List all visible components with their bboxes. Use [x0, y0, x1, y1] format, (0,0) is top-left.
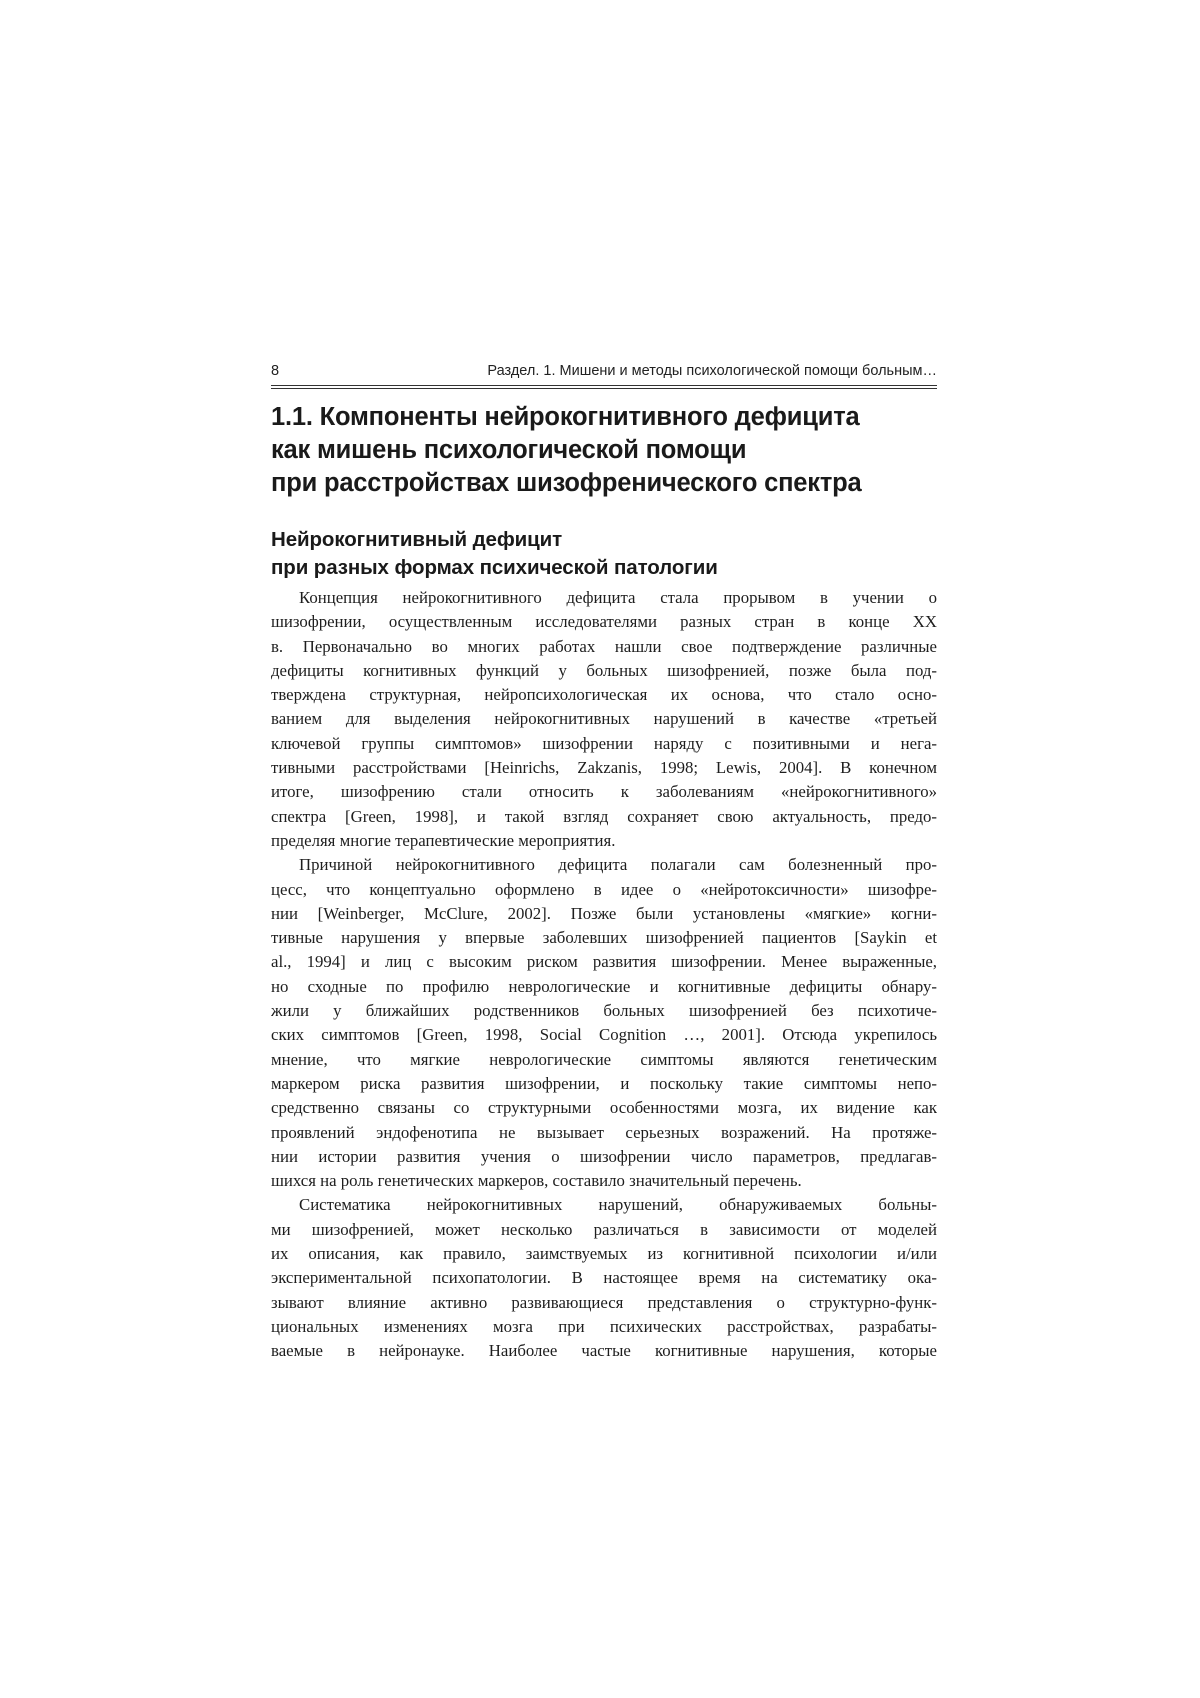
- text-line: зывают влияние активно развивающиеся представления о структурно-функ-: [271, 1292, 937, 1312]
- paragraph-1: [271, 586, 937, 853]
- text-line: ванием для выделения нейрокогнитивных нарушений в качестве «третьей: [271, 709, 937, 729]
- text-line: экспериментальной психопатологии. В настоящее время на систематику ока-: [271, 1268, 937, 1288]
- text-line: дефициты когнитивных функций у больных шизофренией, позже была под-: [271, 660, 937, 680]
- text-line: тивными расстройствами [Heinrichs, Zakzanis, 1998; Lewis, 2004]. В конечном: [271, 758, 937, 778]
- text-line: ских симптомов [Green, 1998, Social Cognition …, 2001]. Отсюда укрепилось: [271, 1025, 937, 1045]
- subsection-title-line: Нейрокогнитивный дефицит: [271, 528, 563, 551]
- text-line: мнение, что мягкие неврологические симптомы являются генетическим: [271, 1049, 937, 1069]
- text-line: тивные нарушения у впервые заболевших шизофренией пациентов [Saykin et: [271, 928, 937, 948]
- text-line: в. Первоначально во многих работах нашли свое подтверждение различные: [271, 636, 937, 656]
- section-title-line: при расстройствах шизофренического спектра: [271, 469, 862, 497]
- text-line: Концепция нейрокогнитивного дефицита стала прорывом в учении о: [299, 588, 937, 607]
- text-line: Систематика нейрокогнитивных нарушений, обнаруживаемых больны-: [299, 1195, 937, 1215]
- text-line: цесс, что концептуально оформлено в идее о «нейротоксичности» шизофре-: [271, 879, 937, 899]
- text-line: ваемые в нейронауке. Наиболее частые когнитивные нарушения, которые: [271, 1341, 937, 1361]
- text-line: Причиной нейрокогнитивного дефицита полагали сам болезненный про-: [299, 855, 937, 875]
- text-line: шизофрении, осуществленным исследователями разных стран в конце XX: [271, 612, 937, 632]
- text-line: нии истории развития учения о шизофрении число параметров, предлагав-: [271, 1146, 937, 1166]
- text-line: пределяя многие терапевтические мероприятия.: [271, 830, 616, 850]
- text-line: ключевой группы симптомов» шизофрении наряду с позитивными и нега-: [271, 733, 937, 753]
- text-line: al., 1994] и лиц с высоким риском развития шизофрении. Менее выраженные,: [271, 952, 937, 972]
- text-line: проявлений эндофенотипа не вызывает серьезных возражений. На протяже-: [271, 1122, 937, 1142]
- book-page: [271, 362, 937, 1364]
- text-line: их описания, как правило, заимствуемых из когнитивной психологии и/или: [271, 1244, 937, 1264]
- section-title: [271, 401, 937, 500]
- running-header: [271, 362, 937, 382]
- text-line: циональных изменениях мозга при психических расстройствах, разрабаты-: [271, 1316, 937, 1336]
- section-title-line: как мишень психологической помощи: [271, 436, 747, 464]
- text-line: ми шизофренией, может несколько различаться в зависимости от моделей: [271, 1219, 937, 1239]
- text-line: но сходные по профилю неврологические и когнитивные дефициты обнару-: [271, 976, 937, 996]
- body-text: [271, 586, 937, 1364]
- text-line: шихся на роль генетических маркеров, составило значительный перечень.: [271, 1171, 802, 1191]
- text-line: маркером риска развития шизофрении, и поскольку такие симптомы непо-: [271, 1073, 937, 1093]
- subsection-title: [271, 526, 937, 582]
- text-line: жили у ближайших родственников больных шизофренией без психотиче-: [271, 1001, 937, 1021]
- page-number: 8: [271, 363, 280, 379]
- subsection-title-line: при разных формах психической патологии: [271, 556, 718, 579]
- text-line: средственно связаны со структурными особенностями мозга, их видение как: [271, 1098, 937, 1118]
- header-double-rule: [271, 385, 937, 389]
- text-line: тверждена структурная, нейропсихологическая их основа, что стало осно-: [271, 685, 937, 705]
- section-title-line: 1.1. Компоненты нейрокогнитивного дефицита: [271, 403, 860, 431]
- paragraph-3: [271, 1193, 937, 1363]
- paragraph-2: [271, 853, 937, 1193]
- text-line: итоге, шизофрению стали относить к заболеваниям «нейрокогнитивного»: [271, 782, 937, 802]
- running-header-title: Раздел. 1. Мишени и методы психологической помощи больным…: [487, 363, 937, 379]
- text-line: спектра [Green, 1998], и такой взгляд сохраняет свою актуальность, предо-: [271, 806, 937, 826]
- text-line: нии [Weinberger, McClure, 2002]. Позже были установлены «мягкие» когни-: [271, 903, 937, 923]
